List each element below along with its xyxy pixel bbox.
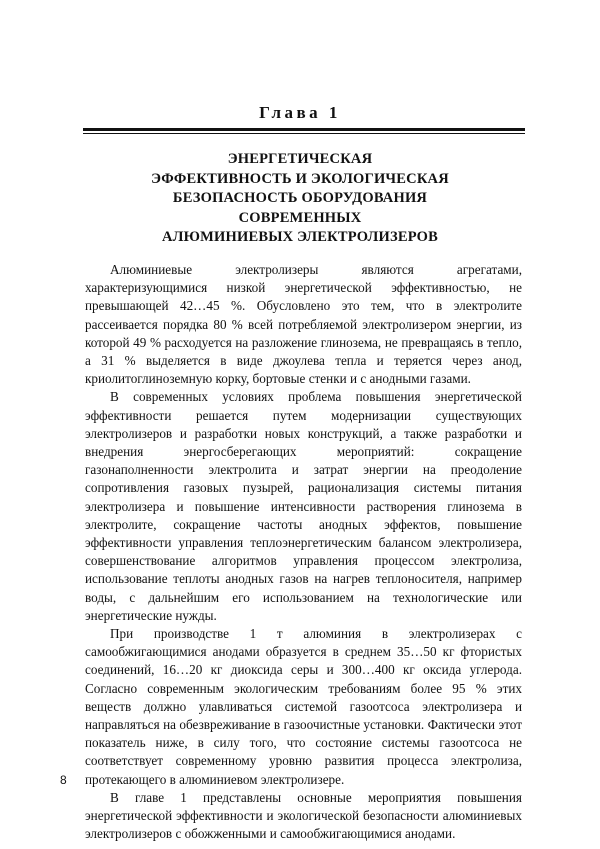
title-line: ЭФФЕКТИВНОСТЬ И ЭКОЛОГИЧЕСКАЯ [151,170,449,187]
paragraph: Алюминиевые электролизеры являются агрегатами, характеризующимися низкой энергетической эффективностью, не превышающей 42…45 %. Обусловлено это тем, что в электролите рассеивается порядка 80 % всей потребляемой электролизером энергии, из которой 49 % расходуется на разложение глинозема, не превращаясь в тепло, а 31 % выделяется в виде джоулева тепла и теряется через анод, криолитоглиноземную корку, бортовые стенки и с анодными газами. [85,262,522,387]
paragraph: При производстве 1 т алюминия в электролизерах с самообжигающимися анодами образуется в среднем 35…50 кг фтористых соединений, 16…20 кг диоксида серы и 300…400 кг оксида углерода. Согласно современным экологическим требованиям более 95 % этих веществ должно улавливаться системой газоотсоса электролизера и направляться на обезвреживание в газоочистные установки. Фактически этот показатель ниже, в силу того, что состояние системы газоотсоса не соответствует современному уровню развития процесса электролиза, протекающего в алюминиевом электролизере. [85,626,522,787]
heading-rule-thick [83,128,525,131]
body-text [85,261,522,844]
page-number: 8 [60,773,67,787]
title-line: ЭНЕРГЕТИЧЕСКАЯ [227,151,373,167]
title-line: БЕЗОПАСНОСТЬ ОБОРУДОВАНИЯ [172,190,428,206]
heading-rule-thin [83,133,525,134]
paragraph: В главе 1 представлены основные мероприятия повышения энергетической эффективности и экологической безопасности алюминиевых электролизеров с обожженными и самообжигающимися анодами. [85,789,522,842]
chapter-title [70,150,530,248]
chapter-heading: Глава 1 [259,103,341,122]
title-line: СОВРЕМЕННЫХ [238,209,362,226]
title-line: АЛЮМИНИЕВЫХ ЭЛЕКТРОЛИЗЕРОВ [161,229,439,245]
paragraph: В современных условиях проблема повышения энергетической эффективности решается путем модернизации существующих электролизеров и разработки новых конструкций, а также разработки и внедрения энергосберегающих мероприятий: сокращение газонаполненности электролита и затрат энергии на преодоление сопротивления газовых пузырей, рационализация системы питания электролизера и повышение интенсивности растворения глинозема в электролите, сокращение частоты анодных эффектов, повышение эффективности управления теплоэнергетическим балансом электролизера, совершенствование алгоритмов управления процессом электролиза, использование теплоты анодных газов на нагрев теплоносителя, например воды, с дальнейшим его использованием на технологические или энергетические нужды. [85,389,522,623]
